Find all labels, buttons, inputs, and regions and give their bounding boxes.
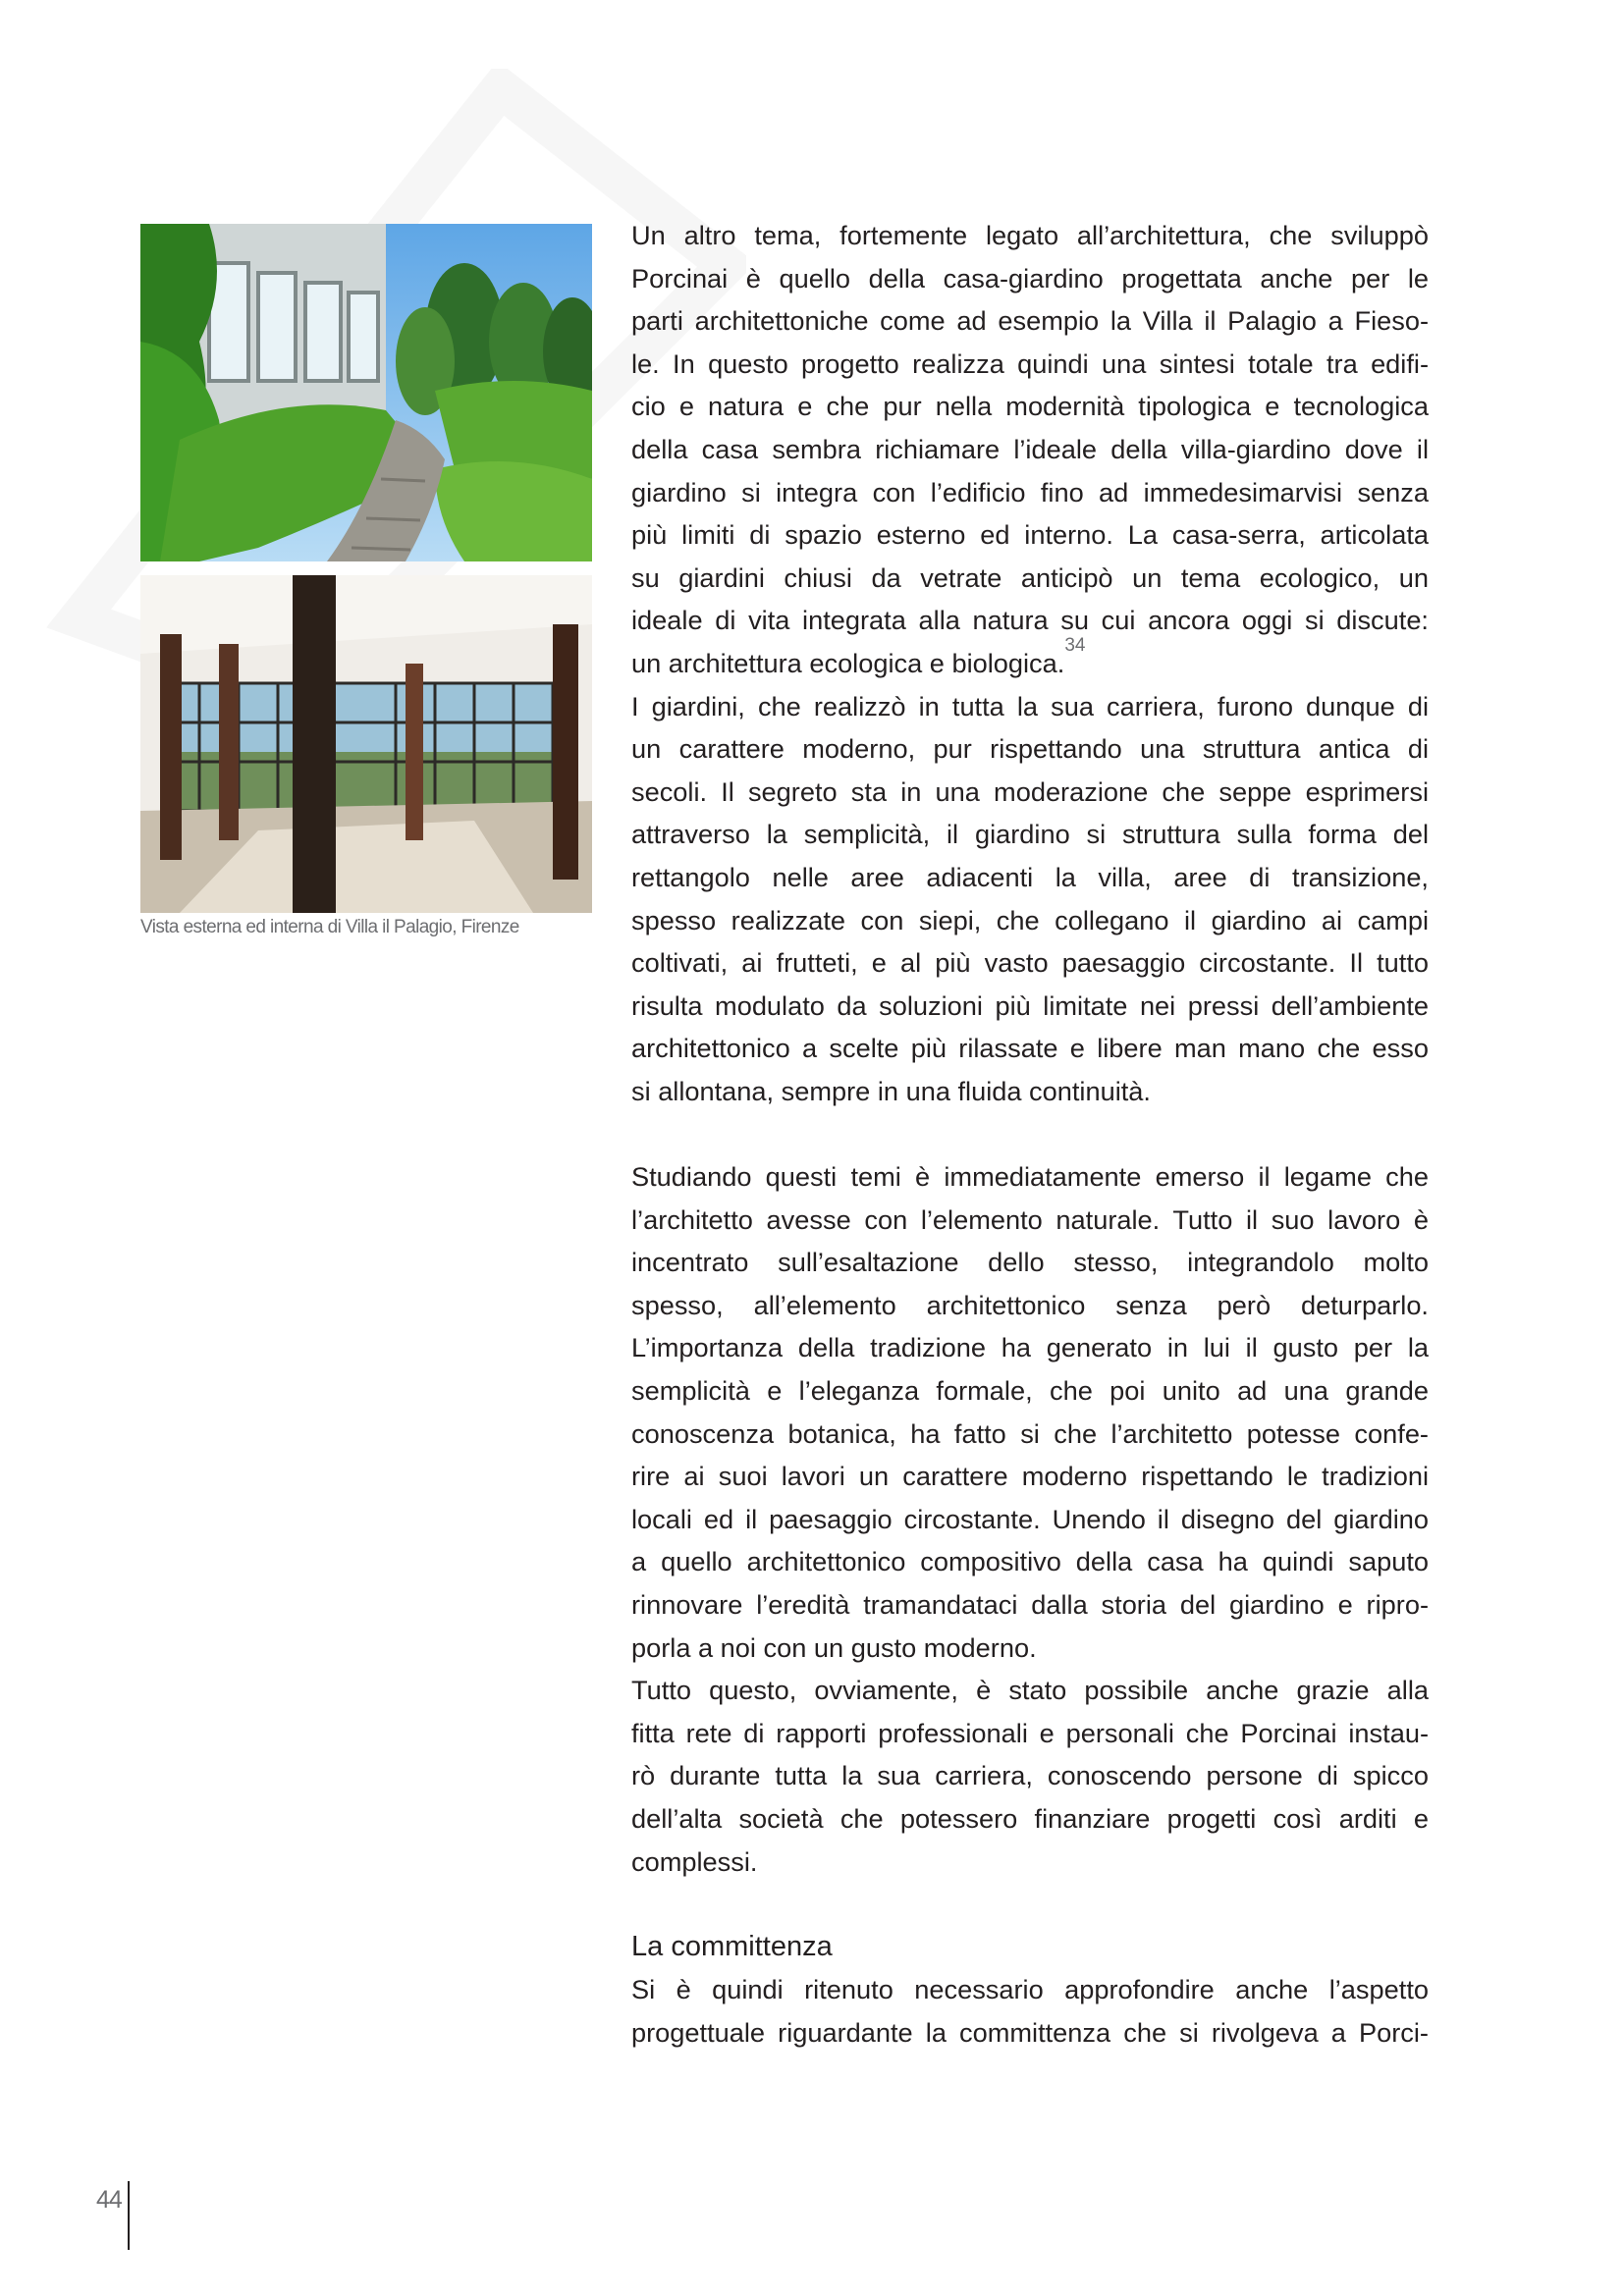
text-line: I giardini, che realizzò in tutta la sua carriera, furono dunque di	[631, 690, 1429, 721]
text-line: cio e natura e che pur nella modernità tipologica e tecnologica	[631, 391, 1429, 422]
text-line: architettonico a scelte più rilassate e libere man mano che esso	[631, 1033, 1429, 1064]
text-line: attraverso la semplicità, il giardino si struttura sulla forma del	[631, 819, 1429, 850]
text-line: porla a noi con un gusto moderno.	[631, 1631, 1037, 1663]
text-line: secoli. Il segreto sta in una moderazione che seppe esprimersi	[631, 775, 1429, 807]
text-line: l’architetto avesse con l’elemento naturale. Tutto il suo lavoro è	[631, 1203, 1429, 1235]
text-line: della casa sembra richiamare l’ideale della villa-giardino dove il	[631, 433, 1429, 464]
section-heading: La committenza	[631, 1930, 833, 1962]
text-line: Un altro tema, fortemente legato all’architettura, che sviluppò	[631, 220, 1429, 250]
text-line: spesso realizzate con siepi, che collegano il giardino ai campi	[631, 904, 1429, 935]
text-line: risulta modulato da soluzioni più limitate nei pressi dell’ambiente	[631, 989, 1429, 1021]
text-line: L’importanza della tradizione ha generato in lui il gusto per la	[631, 1332, 1429, 1363]
text-line: Studiando questi temi è immediatamente emerso il legame che	[631, 1161, 1429, 1193]
text-line: rire ai suoi lavori un carattere moderno rispettando le tradizioni	[631, 1461, 1429, 1492]
text-line: si allontana, sempre in una fluida continuità.	[631, 1075, 1151, 1106]
text-line: Porcinai è quello della casa-giardino progettata anche per le	[631, 262, 1429, 294]
text-line: dell’alta società che potessero finanziare progetti così arditi e	[631, 1802, 1429, 1834]
text-line: fitta rete di rapporti professionali e personali che Porcinai instau-	[631, 1717, 1429, 1748]
text-line: più limiti di spazio esterno ed interno. La casa-serra, articolata	[631, 519, 1429, 551]
footnote-marker: 34	[1064, 634, 1086, 656]
text-line: Si è quindi ritenuto necessario approfondire anche l’aspetto	[631, 1974, 1429, 2005]
text-line: semplicità e l’eleganza formale, che poi unito ad una grande	[631, 1375, 1429, 1407]
page-number-rule	[128, 2181, 130, 2250]
photo-villa-exterior	[140, 224, 592, 561]
text-line: coltivati, ai frutteti, e al più vasto paesaggio circostante. Il tutto	[631, 947, 1429, 979]
text-line: rò durante tutta la sua carriera, conoscendo persone di spicco	[631, 1760, 1429, 1791]
paragraph-gap	[631, 1112, 1429, 1155]
text-line: un carattere moderno, pur rispettando una struttura antica di	[631, 733, 1429, 765]
text-line: complessi.	[631, 1845, 758, 1877]
photo-villa-interior	[140, 575, 592, 913]
text-line: conoscenza botanica, ha fatto si che l’architetto potesse confe-	[631, 1417, 1429, 1449]
text-line: giardino si integra con l’edificio fino ad immedesimarvisi senza	[631, 476, 1429, 507]
paragraph-gap	[631, 1883, 1429, 1926]
text-line: progettuale riguardante la committenza che si rivolgeva a Porci-	[631, 2016, 1429, 2048]
text-line: rettangolo nelle aree adiacenti la villa, aree di transizione,	[631, 861, 1429, 892]
text-line: parti architettoniche come ad esempio la Villa il Palagio a Fieso-	[631, 305, 1429, 337]
figure-caption: Vista esterna ed interna di Villa il Palagio, Firenze	[140, 917, 519, 937]
text-line: un architettura ecologica e biologica. 34	[631, 642, 1429, 685]
body-text	[631, 214, 1429, 2055]
page-number: 44	[96, 2186, 122, 2214]
text-line: a quello architettonico compositivo della casa ha quindi saputo	[631, 1546, 1429, 1577]
text-line: Tutto questo, ovviamente, è stato possibile anche grazie alla	[631, 1675, 1429, 1706]
text-line: le. In questo progetto realizza quindi una sintesi totale tra edifi-	[631, 347, 1429, 379]
text-line: spesso, all’elemento architettonico senza però deturparlo.	[631, 1289, 1429, 1320]
text-line: rinnovare l’eredità tramandataci dalla storia del giardino e ripro-	[631, 1589, 1429, 1620]
text-line: incentrato sull’esaltazione dello stesso, integrandolo molto	[631, 1247, 1429, 1278]
text-line: ideale di vita integrata alla natura su cui ancora oggi si discute:	[631, 605, 1429, 636]
text-line: su giardini chiusi da vetrate anticipò un tema ecologico, un	[631, 561, 1429, 593]
text-line: locali ed il paesaggio circostante. Unendo il disegno del giardino	[631, 1503, 1429, 1534]
